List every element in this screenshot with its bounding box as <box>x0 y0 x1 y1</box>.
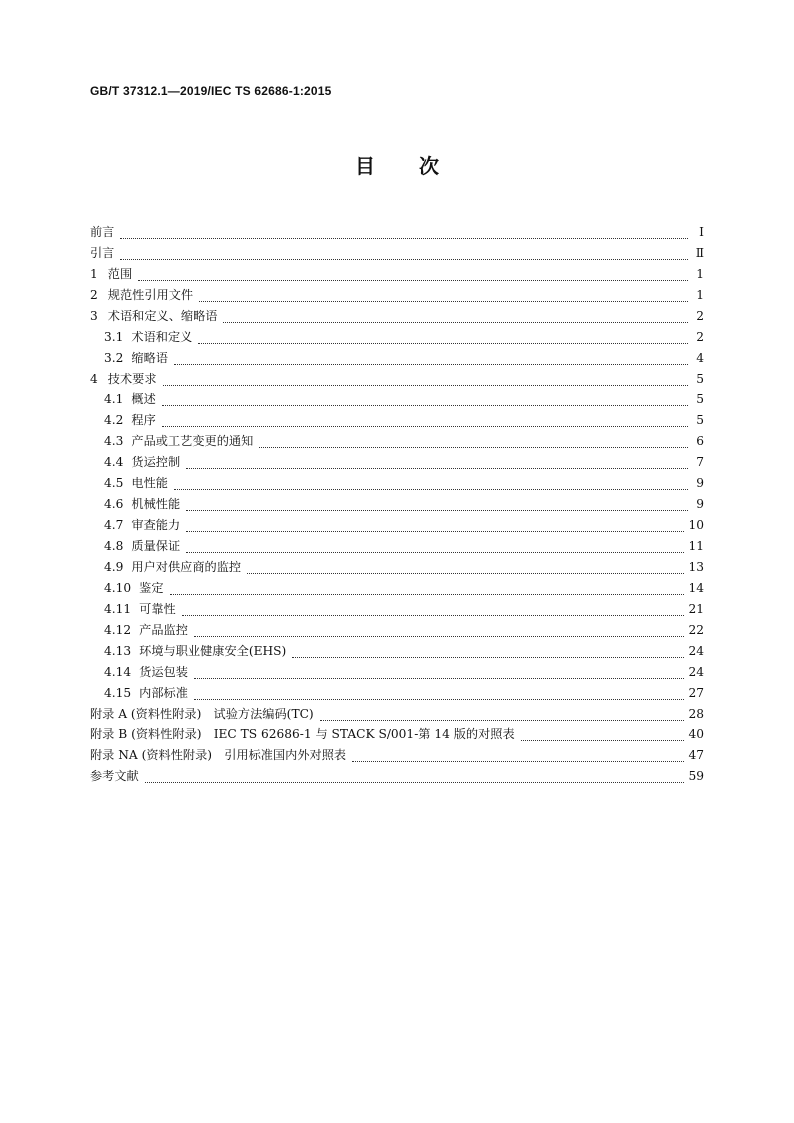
toc-entry-number: 4.6 <box>104 497 124 512</box>
toc-entry[interactable] <box>90 302 704 323</box>
toc-entry[interactable] <box>90 281 704 302</box>
standard-number: GB/T 37312.1—2019/IEC TS 62686-1:2015 <box>90 84 332 98</box>
toc-entry-number: 3.2 <box>104 350 124 365</box>
toc-entry-title: 范围 <box>107 266 133 281</box>
toc-entry-number: 4.8 <box>104 539 124 553</box>
toc-entry-title: 技术要求 <box>107 371 157 386</box>
dot-leader <box>198 333 688 344</box>
dot-leader <box>194 689 685 700</box>
dot-leader <box>145 772 685 783</box>
toc-entry-number: 4.7 <box>104 518 124 533</box>
toc-entry-number: 4.11 <box>104 601 132 616</box>
toc-entry[interactable] <box>90 595 704 616</box>
toc-entry[interactable] <box>90 679 704 700</box>
toc-entry-page: 9 <box>696 476 704 491</box>
toc-entry-title: 可靠性 <box>139 601 176 616</box>
toc-entry[interactable] <box>90 427 704 448</box>
toc-entry-page: 5 <box>696 392 704 407</box>
toc-entry-number: 4.12 <box>104 622 132 637</box>
dot-leader <box>521 730 685 741</box>
toc-entry-number: 4.3 <box>104 434 124 449</box>
toc-entry-page: 2 <box>696 308 704 323</box>
toc-entry-page: 1 <box>696 266 704 281</box>
toc-entry[interactable] <box>90 762 704 783</box>
toc-entry-title: 环境与职业健康安全(EHS) <box>139 643 287 658</box>
toc-entry-title: 程序 <box>131 413 156 428</box>
toc-entry-title: 规范性引用文件 <box>107 287 194 302</box>
toc-entry-page: 27 <box>688 685 704 700</box>
dot-leader <box>120 228 688 239</box>
toc-entry[interactable] <box>90 741 704 762</box>
toc-entry-page: 28 <box>688 706 704 721</box>
toc-entry-title: 引言 <box>90 245 115 260</box>
toc-entry-page: 24 <box>688 664 704 679</box>
toc-entry-page: 59 <box>688 769 704 784</box>
dot-leader <box>170 584 685 595</box>
toc-entry[interactable] <box>90 365 704 386</box>
toc-entry-title: 附录 A (资料性附录) 试验方法编码(TC) <box>90 706 314 721</box>
toc-entry[interactable] <box>90 553 704 574</box>
toc-entry-page: 11 <box>688 539 704 553</box>
toc-entry-page: Ⅰ <box>699 224 704 239</box>
toc-entry-page: 9 <box>696 497 704 512</box>
toc-entry[interactable] <box>90 637 704 658</box>
dot-leader <box>182 605 685 616</box>
dot-leader <box>352 751 684 762</box>
dot-leader <box>186 458 688 469</box>
toc-entry[interactable] <box>90 448 704 469</box>
toc-entry[interactable] <box>90 658 704 679</box>
dot-leader <box>199 291 688 302</box>
dot-leader <box>174 354 688 365</box>
toc-entry-page: 10 <box>688 518 704 533</box>
toc-entry-title: 机械性能 <box>131 497 181 512</box>
toc-entry-title: 产品监控 <box>139 622 188 637</box>
toc-entry-title: 货运包装 <box>139 664 188 679</box>
toc-entry-title: 电性能 <box>131 476 168 491</box>
toc-entry-title: 前言 <box>90 224 115 239</box>
table-of-contents <box>90 218 704 783</box>
toc-entry-page: 24 <box>688 643 704 658</box>
toc-entry[interactable] <box>90 616 704 637</box>
toc-entry-number: 4 <box>90 371 98 386</box>
toc-entry[interactable] <box>90 218 704 239</box>
toc-entry-page: 13 <box>688 559 704 574</box>
toc-entry-number: 3.1 <box>104 329 124 344</box>
toc-entry-title: 参考文献 <box>90 769 139 784</box>
dot-leader <box>186 521 684 532</box>
toc-entry-title: 鉴定 <box>139 580 164 595</box>
toc-entry-page: Ⅱ <box>695 245 704 260</box>
page-title <box>0 150 794 179</box>
toc-entry-title: 概述 <box>131 392 156 407</box>
dot-leader <box>292 647 684 658</box>
dot-leader <box>186 500 688 511</box>
dot-leader <box>194 626 685 637</box>
toc-entry[interactable] <box>90 386 704 407</box>
toc-entry-title: 货运控制 <box>131 455 181 470</box>
toc-entry-number: 4.4 <box>104 455 124 470</box>
toc-entry-number: 4.10 <box>104 580 132 595</box>
dot-leader <box>320 710 685 721</box>
dot-leader <box>138 270 688 281</box>
toc-entry-number: 4.5 <box>104 476 124 491</box>
toc-entry-number: 3 <box>90 308 98 323</box>
toc-entry-page: 6 <box>696 434 704 449</box>
toc-entry-title: 内部标准 <box>139 685 188 700</box>
toc-entry-number: 1 <box>90 266 98 281</box>
dot-leader <box>259 437 688 448</box>
toc-entry-page: 1 <box>696 287 704 302</box>
toc-entry-page: 5 <box>696 413 704 428</box>
toc-entry[interactable] <box>90 490 704 511</box>
toc-entry-title: 产品或工艺变更的通知 <box>131 434 254 449</box>
dot-leader <box>194 668 685 679</box>
toc-entry-number: 4.14 <box>104 664 132 679</box>
toc-entry-title: 缩略语 <box>131 350 168 365</box>
dot-leader <box>162 416 688 427</box>
dot-leader <box>223 312 688 323</box>
dot-leader <box>163 375 688 386</box>
toc-entry[interactable] <box>90 700 704 721</box>
toc-entry-number: 4.2 <box>104 413 124 428</box>
dot-leader <box>120 249 688 260</box>
toc-entry[interactable] <box>90 239 704 260</box>
toc-entry-title: 附录 B (资料性附录) IEC TS 62686-1 与 STACK S/001-第 14 版的对照表 <box>90 727 515 742</box>
toc-entry[interactable] <box>90 532 704 553</box>
toc-entry-number: 4.15 <box>104 685 132 700</box>
toc-entry[interactable] <box>90 344 704 365</box>
toc-entry-page: 4 <box>696 350 704 365</box>
toc-entry-page: 47 <box>688 748 704 763</box>
toc-entry-number: 4.9 <box>104 559 124 574</box>
toc-entry-number: 4.13 <box>104 643 132 658</box>
toc-entry-page: 7 <box>696 455 704 470</box>
toc-entry[interactable] <box>90 511 704 532</box>
toc-entry-number: 4.1 <box>104 392 124 407</box>
toc-entry[interactable] <box>90 469 704 490</box>
toc-entry-title: 质量保证 <box>131 539 181 553</box>
title-char-1: 目 <box>355 154 375 178</box>
toc-entry-number: 2 <box>90 287 98 302</box>
title-char-2: 次 <box>419 154 439 178</box>
toc-entry-page: 2 <box>696 329 704 344</box>
toc-entry-page: 5 <box>696 371 704 386</box>
dot-leader <box>186 542 684 553</box>
toc-entry[interactable] <box>90 721 704 742</box>
toc-entry-title: 术语和定义、缩略语 <box>107 308 218 323</box>
toc-entry-page: 21 <box>688 601 704 616</box>
toc-entry[interactable] <box>90 260 704 281</box>
toc-entry-page: 14 <box>688 580 704 595</box>
dot-leader <box>174 479 688 490</box>
toc-entry[interactable] <box>90 323 704 344</box>
toc-entry-title: 用户对供应商的监控 <box>131 559 242 574</box>
toc-entry[interactable] <box>90 574 704 595</box>
dot-leader <box>247 563 684 574</box>
toc-entry-title: 术语和定义 <box>131 329 193 344</box>
toc-entry-page: 22 <box>688 622 704 637</box>
toc-entry-page: 40 <box>688 727 704 742</box>
toc-entry-title: 审查能力 <box>131 518 181 533</box>
dot-leader <box>162 395 688 406</box>
toc-entry[interactable] <box>90 406 704 427</box>
toc-entry-title: 附录 NA (资料性附录) 引用标准国内外对照表 <box>90 748 347 763</box>
